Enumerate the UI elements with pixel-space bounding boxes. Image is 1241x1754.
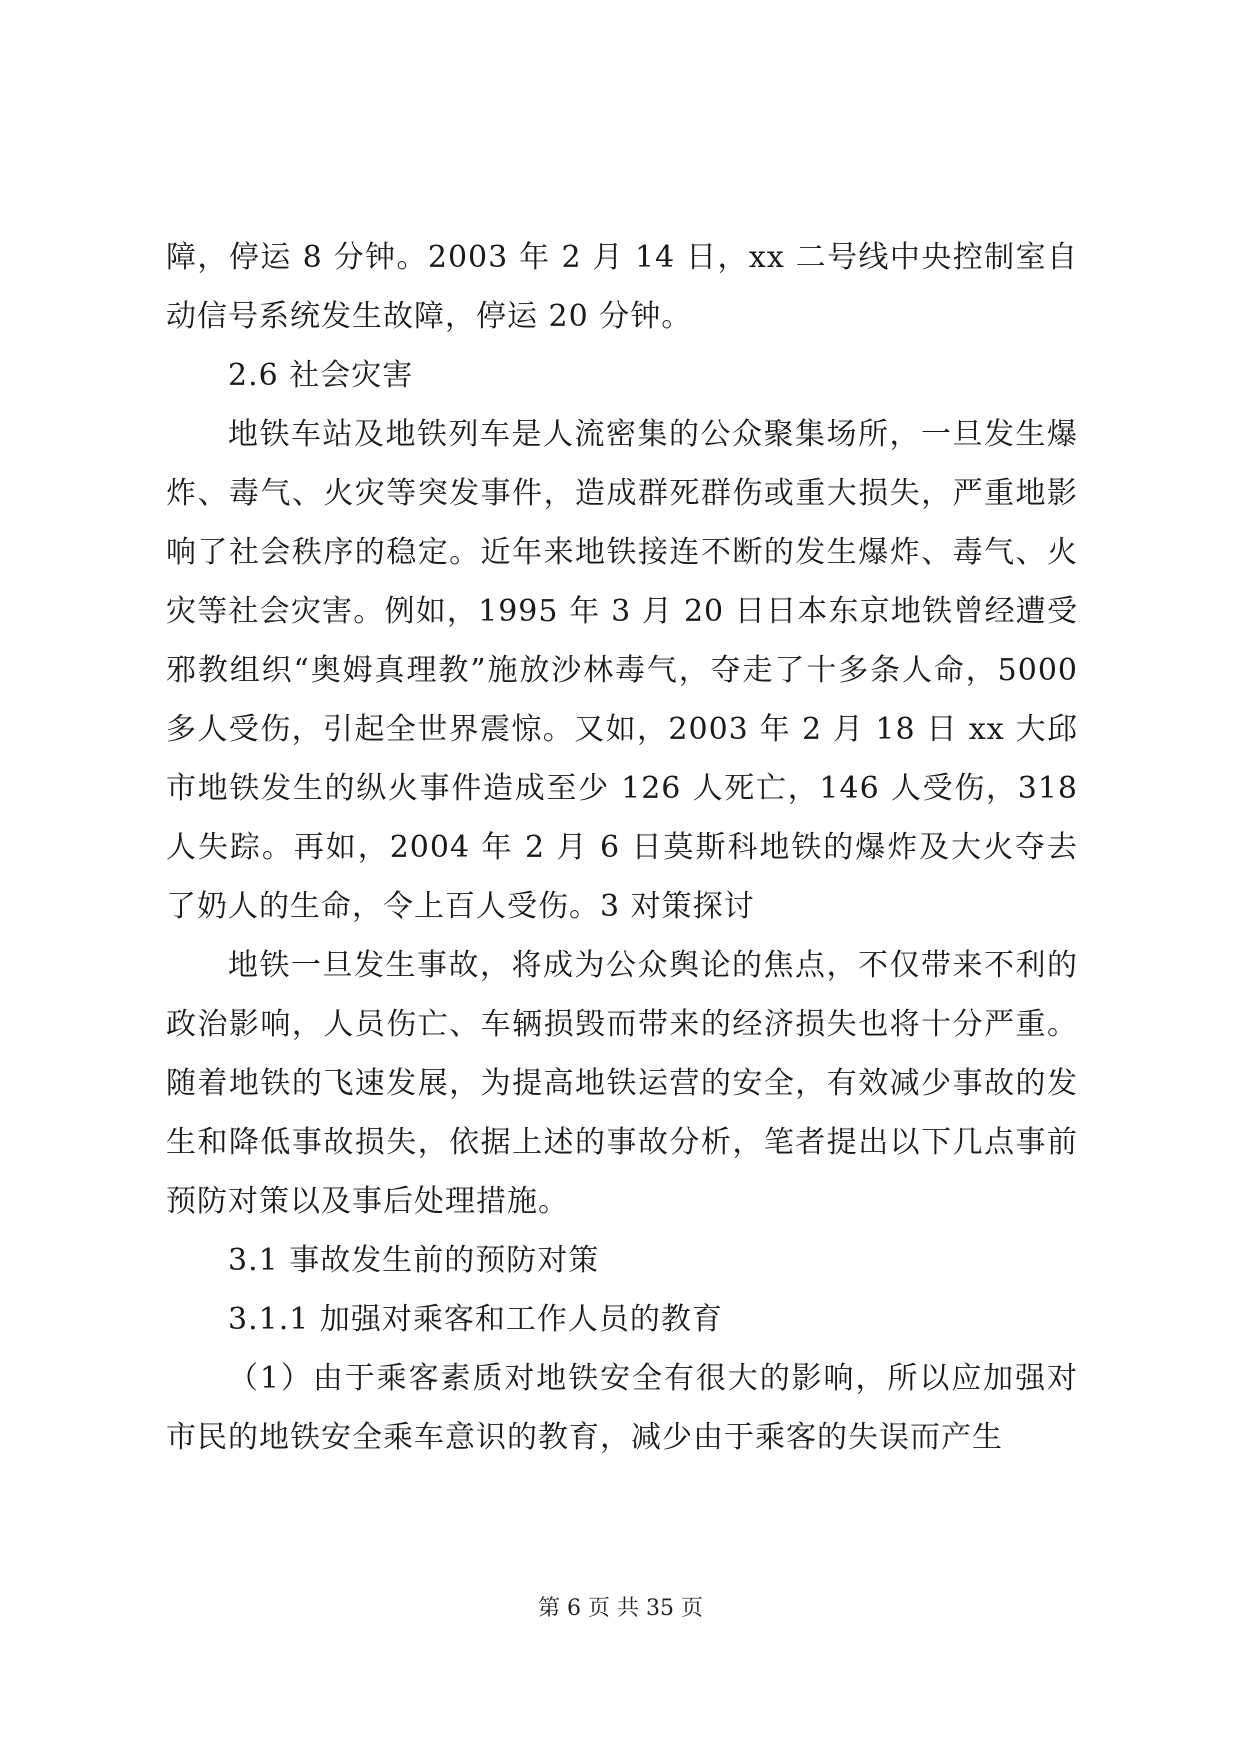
list-item-1: （1）由于乘客素质对地铁安全有很大的影响，所以应加强对市民的地铁安全乘车意识的教育，减少由于乘客的失误而产生 (166, 1361, 1078, 1455)
section-heading-3-1: 3.1 事故发生前的预防对策 (228, 1243, 600, 1278)
section-heading-2-6: 2.6 社会灾害 (228, 358, 414, 393)
paragraph-social-disasters: 地铁车站及地铁列车是人流密集的公众聚集场所，一旦发生爆炸、毒气、火灾等突发事件，造成群死群伤或重大损失，严重地影响了社会秩序的稳定。近年来地铁接连不断的发生爆炸、毒气、火灾等社会灾害。例如，1995 年 3 月 20 日日本东京地铁曾经遭受邪教组织“奥姆真理教”施放沙林毒气，夺走了十多条人命，5000 多人受伤，引起全世界震惊。又如，2003 年 2 月 18 日 xx 大邱市地铁发生的纵火事件造成至少 126 人死亡，146 人受伤，318 人失踪。再如，2004 年 2 月 6 日莫斯科地铁的爆炸及大火夺去了奶人的生命，令上百人受伤。3 对策探讨 (166, 417, 1078, 924)
paragraph-countermeasures-intro: 地铁一旦发生事故，将成为公众舆论的焦点，不仅带来不利的政治影响，人员伤亡、车辆损毁而带来的经济损失也将十分严重。随着地铁的飞速发展，为提高地铁运营的安全，有效减少事故的发生和降低事故损失，依据上述的事故分析，笔者提出以下几点事前预防对策以及事后处理措施。 (166, 948, 1078, 1219)
paragraph-continuation: 障，停运 8 分钟。2003 年 2 月 14 日，xx 二号线中央控制室自动信号系统发生故障，停运 20 分钟。 (166, 240, 1078, 334)
page-number-footer: 第 6 页 共 35 页 (538, 1596, 703, 1621)
document-body (166, 228, 1078, 1467)
section-heading-3-1-1: 3.1.1 加强对乘客和工作人员的教育 (228, 1302, 723, 1337)
